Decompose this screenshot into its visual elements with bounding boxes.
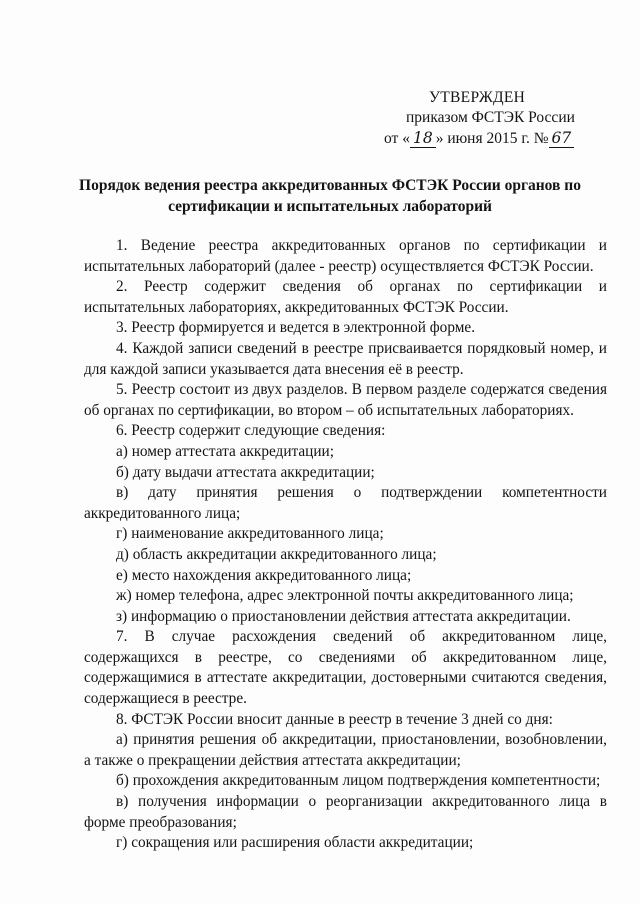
list-item: г) наименование аккредитованного лица; xyxy=(116,525,384,543)
list-item: а) принятия решения об аккредитации, приостановлении, возобновлении, а также о прекращении действия аттестата аккредитации; xyxy=(84,731,607,769)
list-item: г) сокращения или расширения области аккредитации; xyxy=(116,834,474,852)
paragraph: 7. В случае расхождения сведений об аккредитованном лице, содержащихся в реестре, со сведениями об аккредитованном лице, содержащимися в аттестате аккредитации, достоверными считаются сведения, содержащиеся в реестре. xyxy=(84,628,607,708)
list-item: б) дату выдачи аттестата аккредитации; xyxy=(116,463,375,481)
list-item: е) место нахождения аккредитованного лица; xyxy=(116,566,412,584)
handwritten-number: 67 xyxy=(549,129,575,148)
document-title-line-2: сертификации и испытательных лабораторий xyxy=(168,198,492,215)
list-item: в) получения информации о реорганизации аккредитованного лица в форме преобразования; xyxy=(84,793,607,831)
approval-title: УТВЕРЖДЕН xyxy=(429,89,526,106)
list-item: д) область аккредитации аккредитованного лица; xyxy=(116,545,437,563)
paragraph: 8. ФСТЭК России вносит данные в реестр в течение 3 дней со дня: xyxy=(116,710,553,728)
approval-date xyxy=(358,128,588,149)
list-item: ж) номер телефона, адрес электронной почты аккредитованного лица; xyxy=(116,587,574,605)
document-body xyxy=(84,236,607,854)
paragraph: 2. Реестр содержит сведения об органах по сертификации и испытательных лабораториях, аккредитованных ФСТЭК России. xyxy=(84,278,607,316)
paragraph: 3. Реестр формируется и ведется в электронной форме. xyxy=(116,319,476,337)
document-title xyxy=(70,175,590,217)
paragraph: 1. Ведение реестра аккредитованных органов по сертификации и испытательных лабораторий (далее - реестр) осуществляется ФСТЭК России. xyxy=(84,237,607,275)
list-item: в) дату принятия решения о подтверждении компетентности аккредитованного лица; xyxy=(84,484,607,522)
approval-date-middle: » июня 2015 г. № xyxy=(435,130,549,147)
list-item: з) информацию о приостановлении действия аттестата аккредитации. xyxy=(116,607,571,625)
list-item: б) прохождения аккредитованным лицом подтверждения компетентности; xyxy=(116,772,601,790)
paragraph: 4. Каждой записи сведений в реестре присваивается порядковый номер, и для каждой записи указывается дата внесения её в реестр. xyxy=(84,339,607,378)
handwritten-day: 18 xyxy=(410,129,436,148)
approval-order: приказом ФСТЭК России xyxy=(406,109,575,126)
approval-date-prefix: от « xyxy=(384,130,410,147)
approval-stamp xyxy=(358,88,588,149)
paragraph: 6. Реестр содержит следующие сведения: xyxy=(116,422,386,440)
paragraph: 5. Реестр состоит из двух разделов. В первом разделе содержатся сведения об органах по сертификации, во втором – об испытательных лабораториях. xyxy=(84,381,607,419)
document-title-line-1: Порядок ведения реестра аккредитованных ФСТЭК России органов по xyxy=(79,177,581,194)
list-item: а) номер аттестата аккредитации; xyxy=(116,442,334,460)
